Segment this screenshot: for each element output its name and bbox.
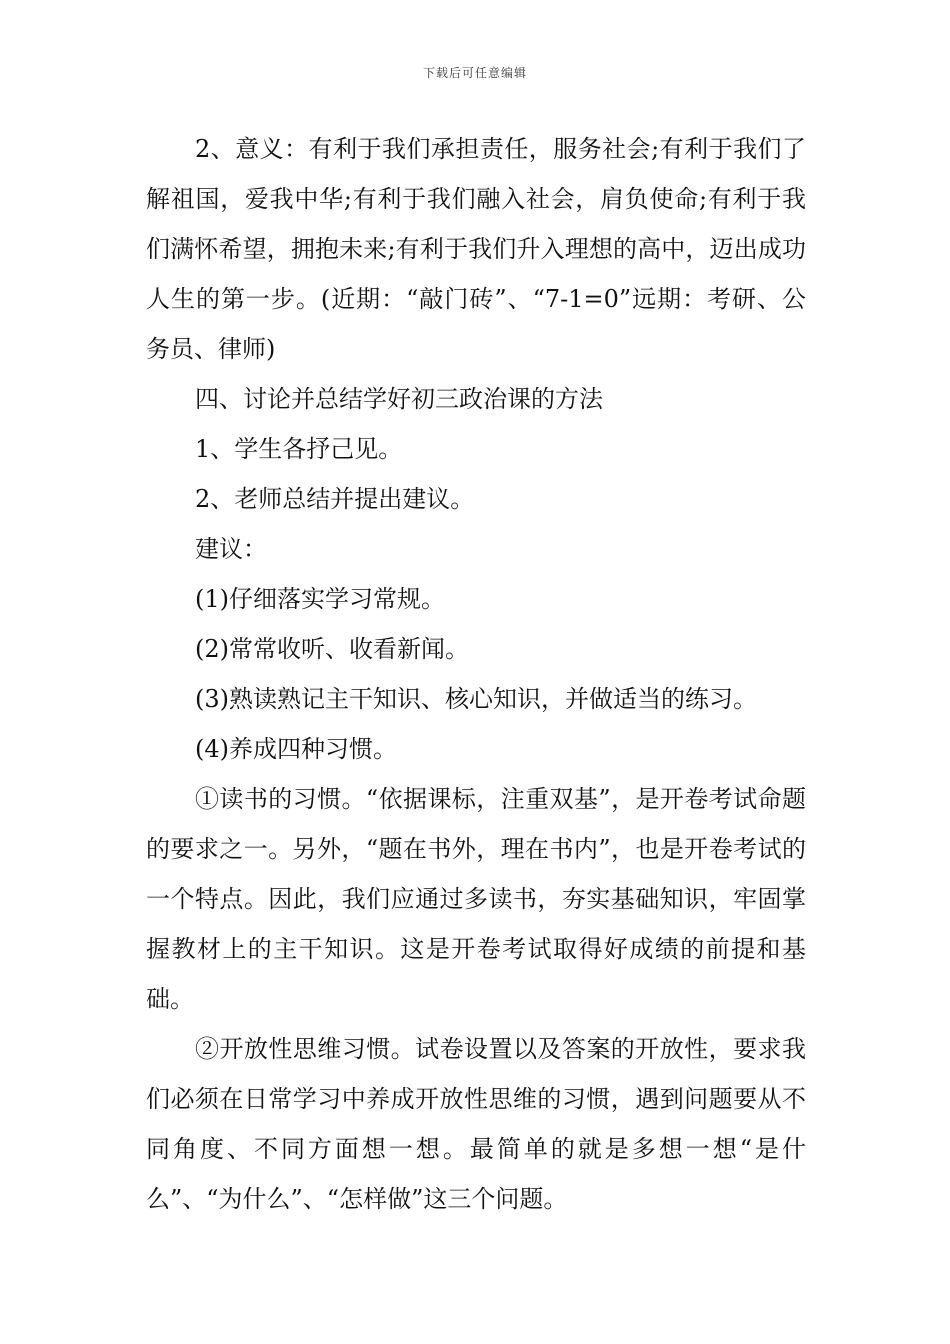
- section-heading-methods: 四、讨论并总结学好初三政治课的方法: [195, 385, 603, 413]
- paragraph-significance: 2、意义：有利于我们承担责任，服务社会;有利于我们了解祖国，爱我中华;有利于我们融入社会，肩负使命;有利于我们满怀希望，拥抱未来;有利于我们升入理想的高中，迈出成功人生的第一步。(近期：“敲门砖”、“7-1=0”远期：考研、公务员、律师): [146, 135, 806, 363]
- paragraph-open-thinking-habit: ②开放性思维习惯。试卷设置以及答案的开放性，要求我们必须在日常学习中养成开放性思维的习惯，遇到问题要从不同角度、不同方面想一想。最简单的就是多想一想“是什么”、“为什么”、“怎样做”这三个问题。: [146, 1035, 806, 1213]
- paragraph-reading-habit: ①读书的习惯。“依据课标，注重双基”，是开卷考试命题的要求之一。另外，“题在书外，理在书内”，也是开卷考试的一个特点。因此，我们应通过多读书，夯实基础知识，牢固掌握教材上的主干知识。这是开卷考试取得好成绩的前提和基础。: [146, 785, 806, 1013]
- suggestion-label: 建议：: [195, 535, 267, 563]
- suggestion-item-1: (1)仔细落实学习常规。: [195, 585, 445, 613]
- list-item-teacher-summary: 2、老师总结并提出建议。: [195, 485, 475, 513]
- suggestion-item-2: (2)常常收听、收看新闻。: [195, 635, 469, 663]
- page-header-note: 下载后可任意编辑: [422, 66, 527, 80]
- suggestion-item-4: (4)养成四种习惯。: [195, 735, 397, 763]
- suggestion-item-3: (3)熟读熟记主干知识、核心知识，并做适当的练习。: [195, 685, 757, 713]
- list-item-students-opinions: 1、学生各抒己见。: [195, 435, 403, 463]
- document-body: [146, 124, 806, 1224]
